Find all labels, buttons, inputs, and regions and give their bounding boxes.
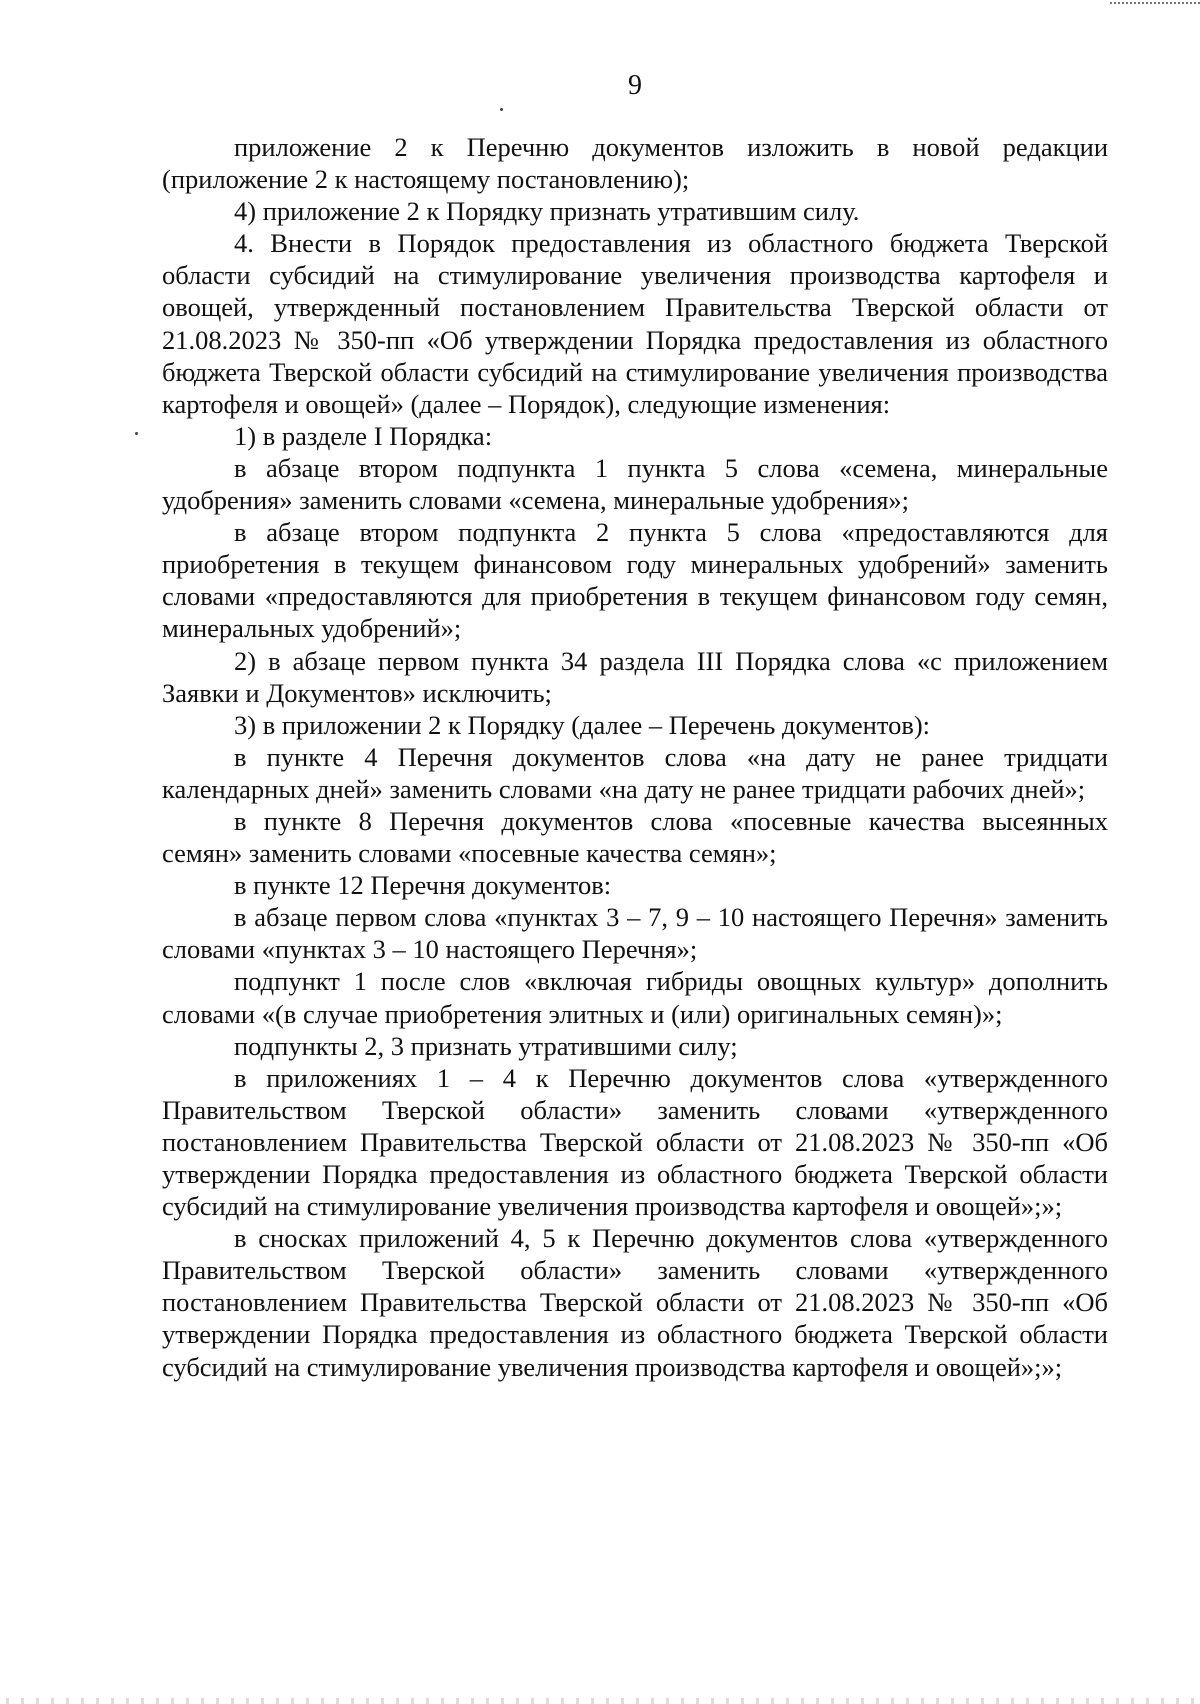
paragraph: 4. Внести в Порядок предоставления из областного бюджета Тверской области субсидий на стимулирование увеличения производства картофеля и овощей, утвержденный постановлением Правительства Тверской области от 21.08.2023 № 350-пп «Об утверждении Порядка предоставления из областного бюджета Тверской области субсидий на стимулирование увеличения производства картофеля и овощей» (далее – Порядок), следующие изменения:: [162, 228, 1108, 419]
paragraph: в приложениях 1 – 4 к Перечню документов слова «утвержденного Правительством Тверской области» заменить словами «утвержденного постановлением Правительства Тверской области от 21.08.2023 № 350-пп «Об утверждении Порядка предоставления из областного бюджета Тверской области субсидий на стимулирование увеличения производства картофеля и овощей»;»;: [162, 1062, 1108, 1222]
paragraph: подпункты 2, 3 признать утратившими силу;: [234, 1030, 738, 1061]
paragraph: в абзаце втором подпункта 2 пункта 5 слова «предоставляются для приобретения в текущем финансовом году минеральных удобрений» заменить словами «предоставляются для приобретения в текущем финансовом году семян, минеральных удобрений»;: [162, 517, 1108, 644]
paragraph: в пункте 8 Перечня документов слова «посевные качества высеянных семян» заменить словами «посевные качества семян»;: [162, 805, 1108, 869]
page-number: 9: [628, 70, 642, 101]
paragraph: в абзаце первом слова «пунктах 3 – 7, 9 – 10 настоящего Перечня» заменить словами «пунктах 3 – 10 настоящего Перечня»;: [162, 902, 1108, 965]
paragraph: 2) в абзаце первом пункта 34 раздела III Порядка слова «с приложением Заявки и Документов» исключить;: [162, 645, 1108, 708]
paragraph: в пункте 4 Перечня документов слова «на дату не ранее тридцати календарных дней» заменить словами «на дату не ранее тридцати рабочих дней»;: [162, 741, 1108, 804]
scan-speck: [135, 432, 138, 435]
scan-edge-mark: [1110, 2, 1200, 4]
paragraph: 3) в приложении 2 к Порядку (далее – Перечень документов):: [234, 709, 931, 740]
scan-speck: [500, 108, 503, 111]
paragraph: приложение 2 к Перечню документов изложить в новой редакции (приложение 2 к настоящему постановлению);: [162, 132, 1108, 195]
paragraph: в сносках приложений 4, 5 к Перечню документов слова «утвержденного Правительством Тверской области» заменить словами «утвержденного постановлением Правительства Тверской области от 21.08.2023 № 350-пп «Об утверждении Порядка предоставления из областного бюджета Тверской области субсидий на стимулирование увеличения производства картофеля и овощей»;»;: [162, 1223, 1108, 1382]
paragraph: 1) в разделе I Порядка:: [234, 420, 493, 451]
scan-bottom-edge: [0, 1698, 1200, 1704]
paragraph: подпункт 1 после слов «включая гибриды овощных культур» дополнить словами «(в случае приобретения элитных и (или) оригинальных семян)»;: [162, 966, 1108, 1029]
paragraph: в пункте 12 Перечня документов:: [234, 870, 612, 901]
paragraph: в абзаце втором подпункта 1 пункта 5 слова «семена, минеральные удобрения» заменить словами «семена, минеральные удобрения»;: [162, 452, 1108, 516]
paragraph: 4) приложение 2 к Порядку признать утратившим силу.: [234, 196, 860, 227]
document-body: [162, 131, 1108, 1383]
